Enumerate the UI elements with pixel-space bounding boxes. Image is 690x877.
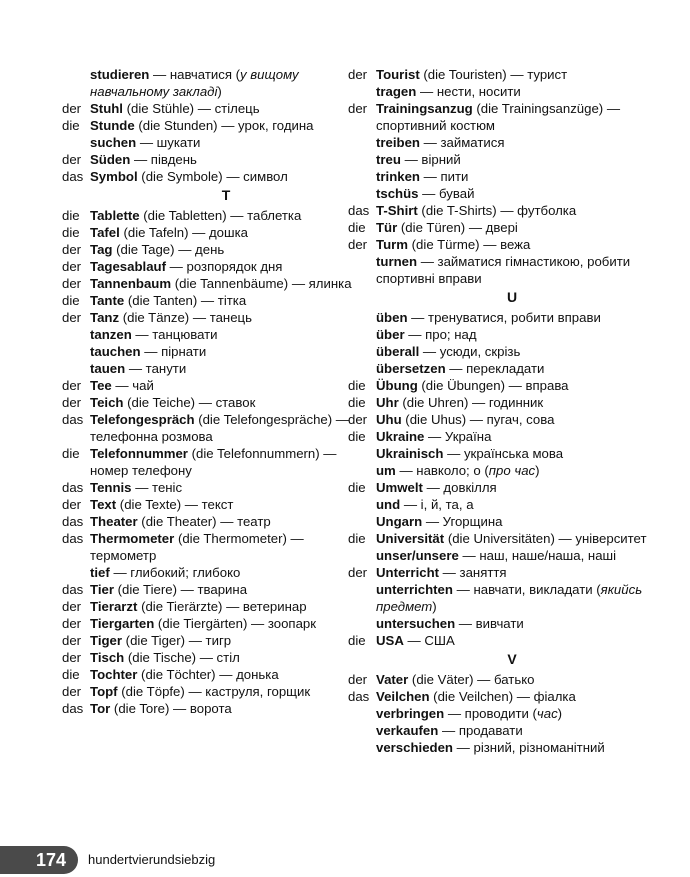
translation: (die Tanten) — тітка	[124, 293, 247, 308]
dictionary-entry	[348, 722, 648, 739]
article: der	[348, 672, 368, 687]
article: das	[348, 203, 370, 218]
dictionary-entry	[62, 100, 362, 117]
headword: Süden	[90, 152, 131, 167]
headword: Vater	[376, 672, 409, 687]
dictionary-entry	[62, 496, 362, 513]
dictionary-entry	[62, 309, 362, 326]
article: der	[62, 650, 82, 665]
dictionary-entry	[62, 581, 362, 598]
translation: — займатися гімнастикою, робити спортивні вправи	[376, 254, 631, 286]
translation: (die Thermometer) — термометр	[90, 531, 304, 563]
headword: Turm	[376, 237, 408, 252]
translation: — розпорядок дня	[165, 259, 283, 274]
dictionary-entry	[348, 411, 648, 428]
article: der	[62, 152, 82, 167]
translation: (die Teiche) — ставок	[123, 395, 256, 410]
note-italic: якийсь предмет	[376, 582, 643, 614]
translation: — займатися	[419, 135, 505, 150]
dictionary-entry	[62, 66, 362, 100]
dictionary-entry	[62, 615, 362, 632]
headword: tauen	[90, 361, 126, 376]
headword: USA	[376, 633, 404, 648]
headword: Tierarzt	[90, 599, 138, 614]
headword: tanzen	[90, 327, 132, 342]
section-letter: T	[221, 187, 231, 203]
translation: (die Tannenbäume) — ялинка	[171, 276, 352, 291]
article: die	[348, 220, 366, 235]
article: die	[62, 118, 80, 133]
headword: und	[376, 497, 401, 512]
translation: — шукати	[136, 135, 201, 150]
dictionary-entry	[348, 151, 648, 168]
translation: — тренуватися, робити вправи	[407, 310, 601, 325]
translation: (die Tafeln) — дошка	[119, 225, 248, 240]
note-italic: у вищому навчальному закладі	[90, 67, 299, 99]
dictionary-entry	[348, 168, 648, 185]
article: die	[62, 225, 80, 240]
dictionary-entry	[62, 530, 362, 564]
article: das	[62, 480, 84, 495]
translation: — пірнати	[140, 344, 207, 359]
headword: unterrichten	[376, 582, 453, 597]
dictionary-entry	[348, 513, 648, 530]
translation: — довкілля	[422, 480, 497, 495]
translation: (die Theater) — театр	[137, 514, 271, 529]
headword: verschieden	[376, 740, 453, 755]
translation-tail: )	[432, 599, 437, 614]
dictionary-entry	[348, 564, 648, 581]
translation: (die Tore) — ворота	[110, 701, 232, 716]
article: der	[348, 101, 368, 116]
translation: — українська мова	[443, 446, 564, 461]
headword: Tannenbaum	[90, 276, 172, 291]
headword: Theater	[90, 514, 138, 529]
translation: (die Universitäten) — університет	[444, 531, 647, 546]
headword: Veilchen	[376, 689, 430, 704]
headword: Telefongespräch	[90, 412, 195, 427]
article: die	[348, 531, 366, 546]
translation: — заняття	[439, 565, 507, 580]
translation: — бувай	[418, 186, 475, 201]
translation: — і, й, та, а	[400, 497, 474, 512]
dictionary-entry	[348, 671, 648, 688]
headword: untersuchen	[376, 616, 456, 631]
headword: überall	[376, 344, 420, 359]
translation: — Україна	[424, 429, 492, 444]
dictionary-entry	[348, 253, 648, 287]
translation: (die T-Shirts) — футболка	[417, 203, 577, 218]
headword: Ukraine	[376, 429, 425, 444]
translation: — південь	[130, 152, 197, 167]
headword: Tier	[90, 582, 114, 597]
dictionary-entry	[348, 134, 648, 151]
dictionary-entry	[62, 134, 362, 151]
dictionary-entry	[348, 185, 648, 202]
translation: — теніс	[131, 480, 183, 495]
dictionary-entry	[348, 496, 648, 513]
headword: Teich	[90, 395, 124, 410]
page-number-words: hundertvierundsiebzig	[88, 852, 216, 867]
article: der	[62, 101, 82, 116]
dictionary-entry	[348, 445, 648, 462]
translation: — навколо; о (	[395, 463, 489, 478]
headword: Tagesablauf	[90, 259, 166, 274]
translation: (die Tierärzte) — ветеринар	[137, 599, 307, 614]
dictionary-entry	[62, 168, 362, 185]
translation: (die Veilchen) — фіалка	[429, 689, 576, 704]
dictionary-entry	[62, 666, 362, 683]
translation: — танути	[125, 361, 187, 376]
headword: Ungarn	[376, 514, 423, 529]
headword: Übung	[376, 378, 418, 393]
dictionary-entry	[62, 445, 362, 479]
headword: Stunde	[90, 118, 135, 133]
dictionary-entry	[62, 360, 362, 377]
dictionary-entry	[62, 258, 362, 275]
headword: Uhu	[376, 412, 402, 427]
translation: — чай	[111, 378, 154, 393]
translation: (die Türme) — вежа	[408, 237, 531, 252]
translation: — глибокий; глибоко	[109, 565, 241, 580]
translation: (die Türen) — двері	[397, 220, 518, 235]
note-italic: час	[536, 706, 558, 721]
headword: Tee	[90, 378, 112, 393]
translation: — перекладати	[445, 361, 545, 376]
translation: — танцювати	[131, 327, 218, 342]
dictionary-entry	[62, 326, 362, 343]
article: der	[62, 378, 82, 393]
headword: Tochter	[90, 667, 138, 682]
translation: (die Tabletten) — таблетка	[139, 208, 302, 223]
article: das	[62, 514, 84, 529]
dictionary-entry	[62, 292, 362, 309]
dictionary-entry	[348, 688, 648, 705]
headword: Symbol	[90, 169, 138, 184]
headword: Tablette	[90, 208, 140, 223]
article: die	[62, 208, 80, 223]
headword: Tag	[90, 242, 113, 257]
translation: (die Symbole) — символ	[137, 169, 288, 184]
translation: (die Uhus) — пугач, сова	[401, 412, 555, 427]
article: das	[62, 531, 84, 546]
translation: — нести, носити	[416, 84, 521, 99]
page-number-badge: 174	[0, 846, 78, 874]
dictionary-entry	[62, 700, 362, 717]
article: der	[62, 395, 82, 410]
translation: — усюди, скрізь	[419, 344, 521, 359]
headword: treu	[376, 152, 401, 167]
dictionary-entry	[62, 241, 362, 258]
section-letter: V	[507, 651, 517, 667]
dictionary-entry	[62, 632, 362, 649]
article: der	[348, 237, 368, 252]
dictionary-entry	[348, 66, 648, 83]
article: der	[62, 497, 82, 512]
headword: Tourist	[376, 67, 420, 82]
dictionary-entry	[348, 705, 648, 722]
translation: — продавати	[438, 723, 523, 738]
dictionary-entry	[348, 547, 648, 564]
headword: Tor	[90, 701, 111, 716]
headword: Thermometer	[90, 531, 175, 546]
dictionary-entry	[348, 428, 648, 445]
note-italic: про час	[488, 463, 536, 478]
translation: (die Übungen) — вправа	[417, 378, 569, 393]
headword: trinken	[376, 169, 420, 184]
headword: über	[376, 327, 405, 342]
dictionary-entry	[62, 598, 362, 615]
translation-tail: )	[557, 706, 563, 721]
headword: Tür	[376, 220, 398, 235]
dictionary-entry	[348, 309, 648, 326]
headword: Trainingsanzug	[376, 101, 473, 116]
translation: (die Tische) — стіл	[124, 650, 240, 665]
article: der	[348, 565, 368, 580]
dictionary-entry	[62, 564, 362, 581]
dictionary-entry	[62, 343, 362, 360]
translation: (die Telefongespräche) — телефонна розмова	[90, 412, 349, 444]
article: die	[62, 446, 80, 461]
article: der	[62, 616, 82, 631]
headword: tragen	[376, 84, 417, 99]
translation: (die Väter) — батько	[408, 672, 535, 687]
dictionary-entry	[62, 377, 362, 394]
left-column	[62, 66, 362, 717]
dictionary-entry	[62, 117, 362, 134]
headword: verkaufen	[376, 723, 439, 738]
headword: Tante	[90, 293, 125, 308]
dictionary-entry	[348, 83, 648, 100]
translation: — різний, різноманітний	[452, 740, 605, 755]
translation: (die Touristen) — турист	[419, 67, 568, 82]
translation: (die Stühle) — стілець	[122, 101, 260, 116]
dictionary-entry	[348, 581, 648, 615]
article: die	[348, 633, 366, 648]
translation: (die Telefonnummern) — номер телефону	[90, 446, 337, 478]
section-letter: U	[506, 289, 518, 305]
headword: tief	[90, 565, 110, 580]
headword: Umwelt	[376, 480, 423, 495]
headword: Uhr	[376, 395, 399, 410]
translation: — навчатися (	[149, 67, 241, 82]
dictionary-entry	[348, 100, 648, 134]
article: das	[348, 689, 370, 704]
dictionary-entry	[62, 649, 362, 666]
translation: (die Töchter) — донька	[137, 667, 279, 682]
translation: (die Texte) — текст	[116, 497, 234, 512]
headword: tschüs	[376, 186, 419, 201]
dictionary-entry	[348, 377, 648, 394]
article: die	[62, 293, 80, 308]
translation: — вірний	[400, 152, 461, 167]
headword: Telefonnummer	[90, 446, 188, 461]
headword: Universität	[376, 531, 445, 546]
article: die	[348, 429, 366, 444]
dictionary-entry	[348, 479, 648, 496]
translation: — вивчати	[455, 616, 524, 631]
headword: Tisch	[90, 650, 125, 665]
article: der	[62, 276, 82, 291]
dictionary-entry	[348, 530, 648, 547]
dictionary-entry	[348, 236, 648, 253]
translation: — навчати, викладати (	[452, 582, 601, 597]
translation: (die Stunden) — урок, година	[134, 118, 314, 133]
article: der	[348, 67, 368, 82]
article: die	[348, 480, 366, 495]
article: das	[62, 412, 84, 427]
dictionary-entry	[348, 462, 648, 479]
dictionary-entry	[62, 513, 362, 530]
headword: Ukrainisch	[376, 446, 444, 461]
article: der	[62, 599, 82, 614]
dictionary-entry	[62, 411, 362, 445]
article: der	[62, 242, 82, 257]
article: die	[348, 378, 366, 393]
headword: üben	[376, 310, 408, 325]
dictionary-entry	[62, 275, 362, 292]
dictionary-entry	[348, 739, 648, 756]
dictionary-entry	[348, 202, 648, 219]
headword: tauchen	[90, 344, 141, 359]
headword: Topf	[90, 684, 118, 699]
dictionary-entry	[348, 632, 648, 649]
article: der	[62, 684, 82, 699]
article: das	[62, 169, 84, 184]
dictionary-entry	[62, 683, 362, 700]
headword: verbringen	[376, 706, 445, 721]
article: der	[62, 259, 82, 274]
headword: suchen	[90, 135, 137, 150]
translation: — наш, наше/наша, наші	[458, 548, 617, 563]
dictionary-entry	[348, 343, 648, 360]
article: der	[62, 633, 82, 648]
headword: Unterricht	[376, 565, 440, 580]
article: die	[348, 395, 366, 410]
translation: — пити	[419, 169, 469, 184]
translation: (die Uhren) — годинник	[398, 395, 544, 410]
dictionary-entry	[62, 224, 362, 241]
translation: (die Tiere) — тварина	[113, 582, 248, 597]
headword: Tanz	[90, 310, 120, 325]
headword: turnen	[376, 254, 418, 269]
headword: um	[376, 463, 396, 478]
dictionary-entry	[348, 615, 648, 632]
translation: (die Tage) — день	[112, 242, 225, 257]
headword: studieren	[90, 67, 150, 82]
translation: — про; над	[404, 327, 477, 342]
translation: — США	[403, 633, 455, 648]
right-column	[348, 66, 648, 756]
headword: T-Shirt	[376, 203, 418, 218]
headword: Tafel	[90, 225, 120, 240]
headword: treiben	[376, 135, 420, 150]
article: die	[62, 667, 80, 682]
dictionary-entry	[62, 394, 362, 411]
translation-tail: )	[535, 463, 540, 478]
headword: übersetzen	[376, 361, 446, 376]
headword: Tennis	[90, 480, 132, 495]
dictionary-entry	[348, 360, 648, 377]
headword: Stuhl	[90, 101, 123, 116]
dictionary-entry	[348, 326, 648, 343]
dictionary-entry	[62, 151, 362, 168]
dictionary-entry	[348, 394, 648, 411]
dictionary-entry	[348, 219, 648, 236]
headword: Text	[90, 497, 117, 512]
translation: (die Trainingsanzüge) — спортивний костюм	[376, 101, 621, 133]
headword: Tiger	[90, 633, 123, 648]
translation: (die Tiergärten) — зоопарк	[154, 616, 317, 631]
translation: (die Töpfe) — каструля, горщик	[117, 684, 311, 699]
translation: (die Tänze) — танець	[119, 310, 252, 325]
dictionary-entry	[62, 207, 362, 224]
article: der	[348, 412, 368, 427]
translation: (die Tiger) — тигр	[122, 633, 232, 648]
article: das	[62, 582, 84, 597]
translation-tail: )	[217, 84, 222, 99]
translation: — Угорщина	[422, 514, 503, 529]
headword: Tiergarten	[90, 616, 155, 631]
article: das	[62, 701, 84, 716]
dictionary-entry	[62, 479, 362, 496]
translation: — проводити (	[444, 706, 537, 721]
headword: unser/unsere	[376, 548, 459, 563]
article: der	[62, 310, 82, 325]
